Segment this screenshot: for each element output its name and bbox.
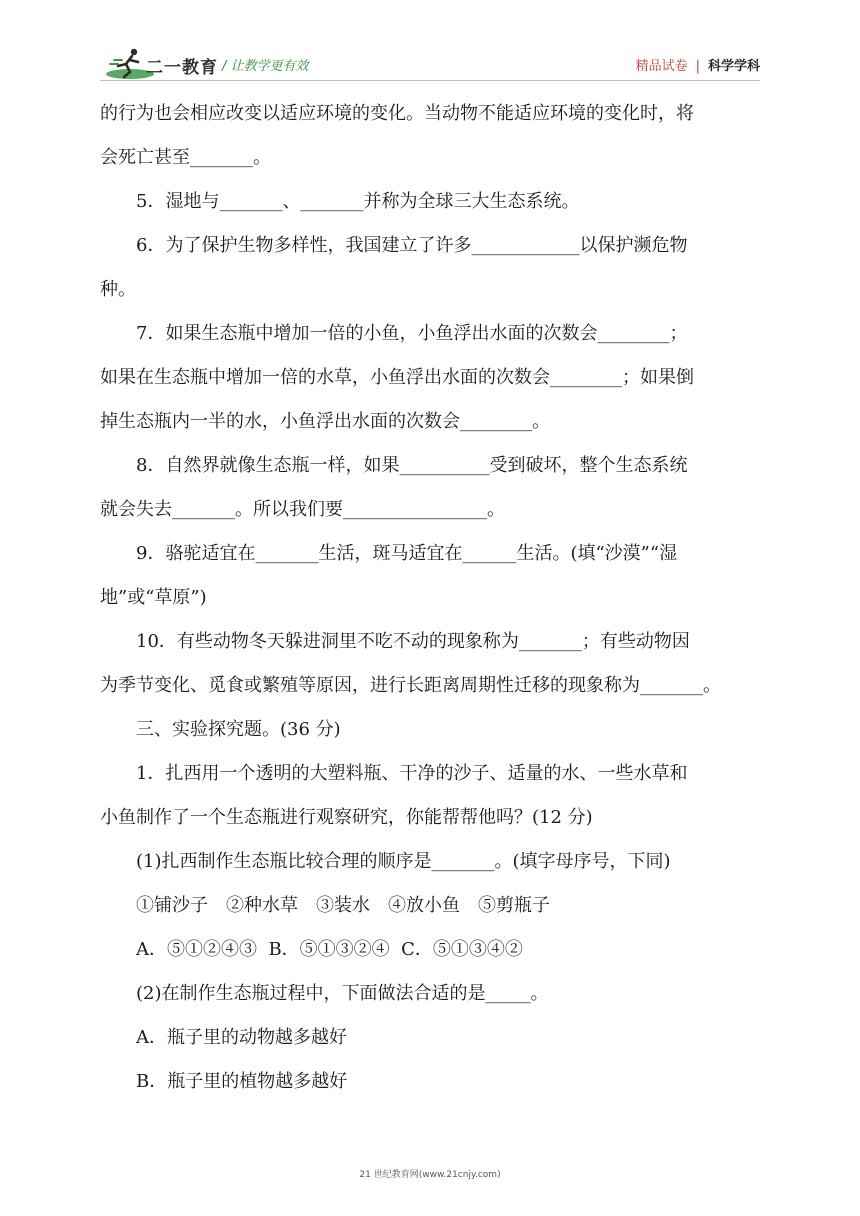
option-a: A．瓶子里的动物越多越好	[136, 1027, 347, 1048]
text-line: 的行为也会相应改变以适应环境的变化。当动物不能适应环境的变化时，将	[100, 103, 694, 124]
question-7: 7．如果生态瓶中增加一倍的小鱼，小鱼浮出水面的次数会________；	[136, 323, 688, 344]
text-line: 为季节变化、觅食或繁殖等原因，进行长距离周期性迁移的现象称为_______。	[100, 675, 721, 696]
question-9: 9．骆驼适宜在_______生活，斑马适宜在______生活。(填“沙漠”“湿	[136, 543, 678, 564]
text-line: 小鱼制作了一个生态瓶进行观察研究，你能帮帮他吗？(12 分)	[100, 807, 593, 828]
header-divider	[100, 80, 760, 81]
page-header	[0, 0, 860, 82]
tag-subject: 科学学科	[707, 59, 760, 74]
tag-separator: |	[695, 59, 700, 74]
text-line: 掉生态瓶内一半的水，小鱼浮出水面的次数会________。	[100, 411, 550, 432]
text-line: 会死亡甚至_______。	[100, 147, 271, 168]
subject-tag	[636, 55, 760, 74]
document-body	[100, 92, 764, 1104]
question-10: 10．有些动物冬天躲进洞里不吃不动的现象称为_______；有些动物因	[136, 631, 690, 652]
section-heading: 三、实验探究题。(36 分)	[136, 719, 341, 740]
slogan: / 让教学更有效	[222, 59, 309, 74]
question-8: 8．自然界就像生态瓶一样，如果__________受到破坏，整个生态系统	[136, 455, 688, 476]
tag-premium: 精品试卷	[635, 59, 688, 74]
text-line: 如果在生态瓶中增加一倍的水草，小鱼浮出水面的次数会________；如果倒	[100, 367, 694, 388]
text-line: 种。	[100, 279, 136, 300]
logo-text: 二一教育	[146, 58, 218, 78]
step-list: ①铺沙子 ②种水草 ③装水 ④放小鱼 ⑤剪瓶子	[136, 895, 550, 916]
question-6: 6．为了保护生物多样性，我国建立了许多____________以保护濒危物	[136, 235, 688, 256]
sub-question-2: (2)在制作生态瓶过程中，下面做法合适的是_____。	[136, 983, 549, 1004]
experiment-question-1: 1．扎西用一个透明的大塑料瓶、干净的沙子、适量的水、一些水草和	[136, 763, 688, 784]
text-line: 就会失去_______。所以我们要________________。	[100, 499, 505, 520]
answer-options: A．⑤①②④③ B．⑤①③②④ C．⑤①③④②	[136, 939, 523, 960]
text-line: 地”或“草原”)	[100, 587, 207, 608]
option-b: B．瓶子里的植物越多越好	[136, 1071, 348, 1092]
question-5: 5．湿地与_______、_______并称为全球三大生态系统。	[136, 191, 580, 212]
sub-question-1: (1)扎西制作生态瓶比较合理的顺序是_______。(填字母序号，下同)	[136, 851, 671, 872]
page-footer: 21 世纪教育网(www.21cnjy.com)	[359, 1170, 501, 1180]
